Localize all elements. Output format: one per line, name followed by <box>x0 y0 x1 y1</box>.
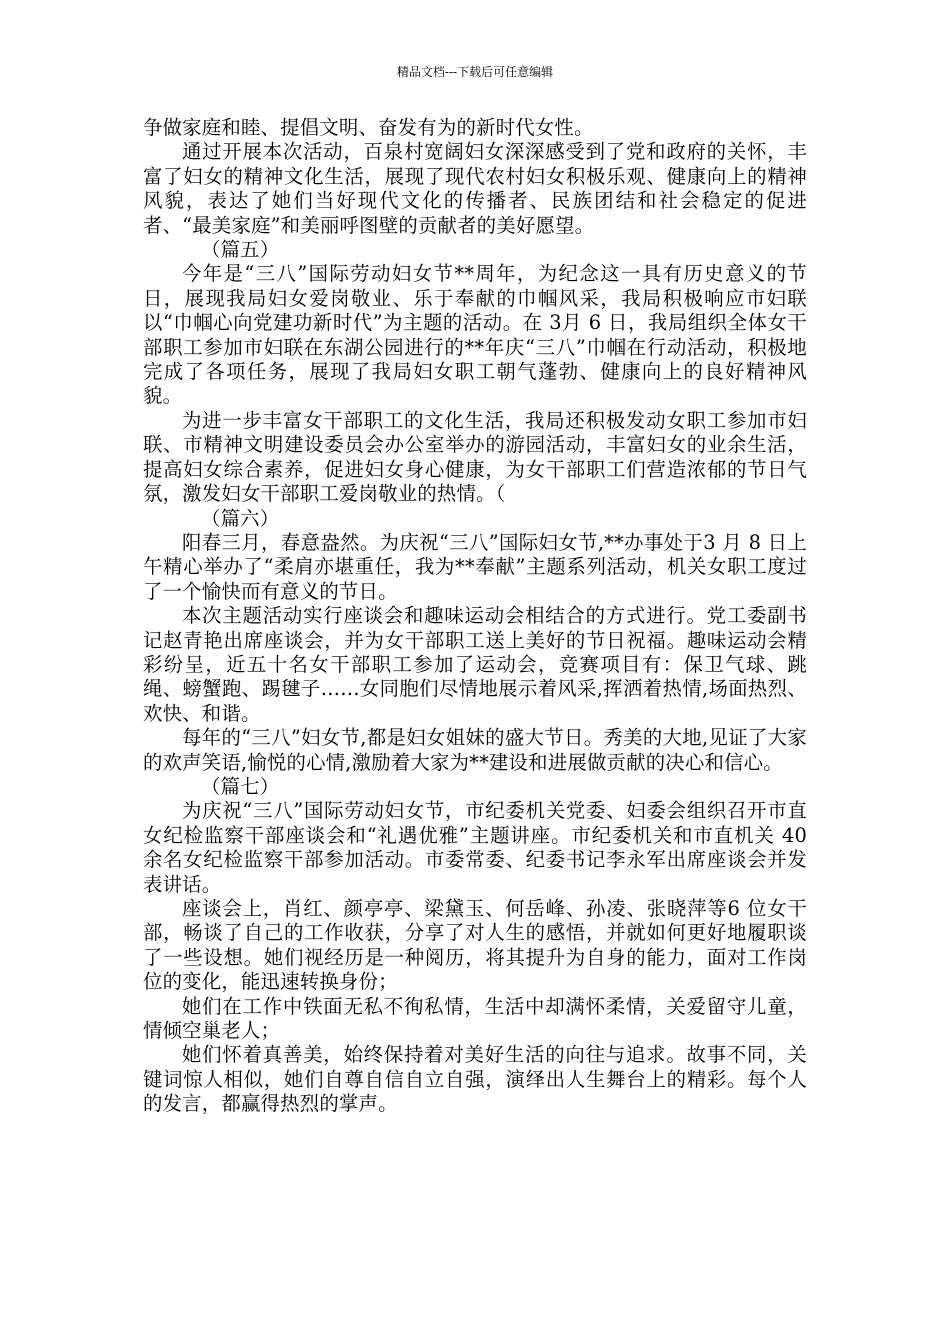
page-header: 精品文档---下载后可任意编辑 <box>396 65 554 79</box>
paragraph: 通过开展本次活动，百泉村宽阔妇女深深感受到了党和政府的关怀，丰富了妇女的精神文化生活，展现了现代农村妇女积极乐观、健康向上的精神风貌，表达了她们当好现代文化的传播者、民族团结和社会稳定的促进者、“最美家庭”和美丽呼图壁的贡献者的美好愿望。 <box>143 140 807 237</box>
paragraph: 本次主题活动实行座谈会和趣味运动会相结合的方式进行。党工委副书记赵青艳出席座谈会，并为女干部职工送上美好的节日祝福。趣味运动会精彩纷呈，近五十名女干部职工参加了运动会，竞赛项目有：保卫气球、跳绳、螃蟹跑、踢毽子……女同胞们尽情地展示着风采,挥洒着热情,场面热烈、欢快、和谐。 <box>143 604 807 725</box>
paragraph: 每年的“三八”妇女节,都是妇女姐妹的盛大节日。秀美的大地,见证了大家的欢声笑语,愉悦的心情,激励着大家为**建设和进展做贡献的决心和信心。 <box>143 726 807 774</box>
paragraph: 她们怀着真善美，始终保持着对美好生活的向往与追求。故事不同，关键词惊人相似，她们自尊自信自立自强，演绎出人生舞台上的精彩。每个人的发言，都赢得热烈的掌声。 <box>143 1043 807 1116</box>
paragraph: 今年是“三八”国际劳动妇女节**周年，为纪念这一具有历史意义的节日，展现我局妇女爱岗敬业、乐于奉献的巾帼风采，我局积极响应市妇联以“巾帼心向党建功新时代”为主题的活动。在 3月 6 日，我局组织全体女干部职工参加市妇联在东湖公园进行的**年庆“三八”巾帼在行动活动，积极地完成了各项任务，展现了我局妇女职工朝气蓬勃、健康向上的良好精神风貌。 <box>143 262 807 408</box>
document-body <box>143 116 807 1117</box>
section-heading: （篇五） <box>201 238 280 262</box>
paragraph: 座谈会上，肖红、颜亭亭、梁黛玉、何岳峰、孙凌、张晓萍等6 位女干部，畅谈了自己的工作收获，分享了对人生的感悟，并就如何更好地履职谈了一些设想。她们视经历是一种阅历，将其提升为自身的能力，面对工作岗位的变化，能迅速转换身份； <box>143 897 807 994</box>
paragraph: 为庆祝“三八”国际劳动妇女节，市纪委机关党委、妇委会组织召开市直女纪检监察干部座谈会和“礼遇优雅”主题讲座。市纪委机关和市直机关 40 余名女纪检监察干部参加活动。市委常委、纪委书记李永军出席座谈会并发表讲话。 <box>143 799 807 896</box>
paragraph: 为进一步丰富女干部职工的文化生活，我局还积极发动女职工参加市妇联、市精神文明建设委员会办公室举办的游园活动，丰富妇女的业余生活，提高妇女综合素养，促进妇女身心健康，为女干部职工们营造浓郁的节日气氛，激发妇女干部职工爱岗敬业的热情。（ <box>143 408 807 506</box>
paragraph: 她们在工作中铁面无私不徇私情，生活中却满怀柔情，关爱留守儿童，情倾空巢老人； <box>143 994 807 1043</box>
section-heading: （篇六） <box>201 506 280 530</box>
paragraph: 争做家庭和睦、提倡文明、奋发有为的新时代女性。 <box>143 116 594 139</box>
section-heading: （篇七） <box>201 774 280 798</box>
paragraph: 阳春三月，春意盎然。为庆祝“三八”国际妇女节,**办事处于3 月 8 日上午精心举办了“柔肩亦堪重任，我为**奉献”主题系列活动，机关女职工度过了一个愉快而有意义的节日。 <box>143 530 807 603</box>
